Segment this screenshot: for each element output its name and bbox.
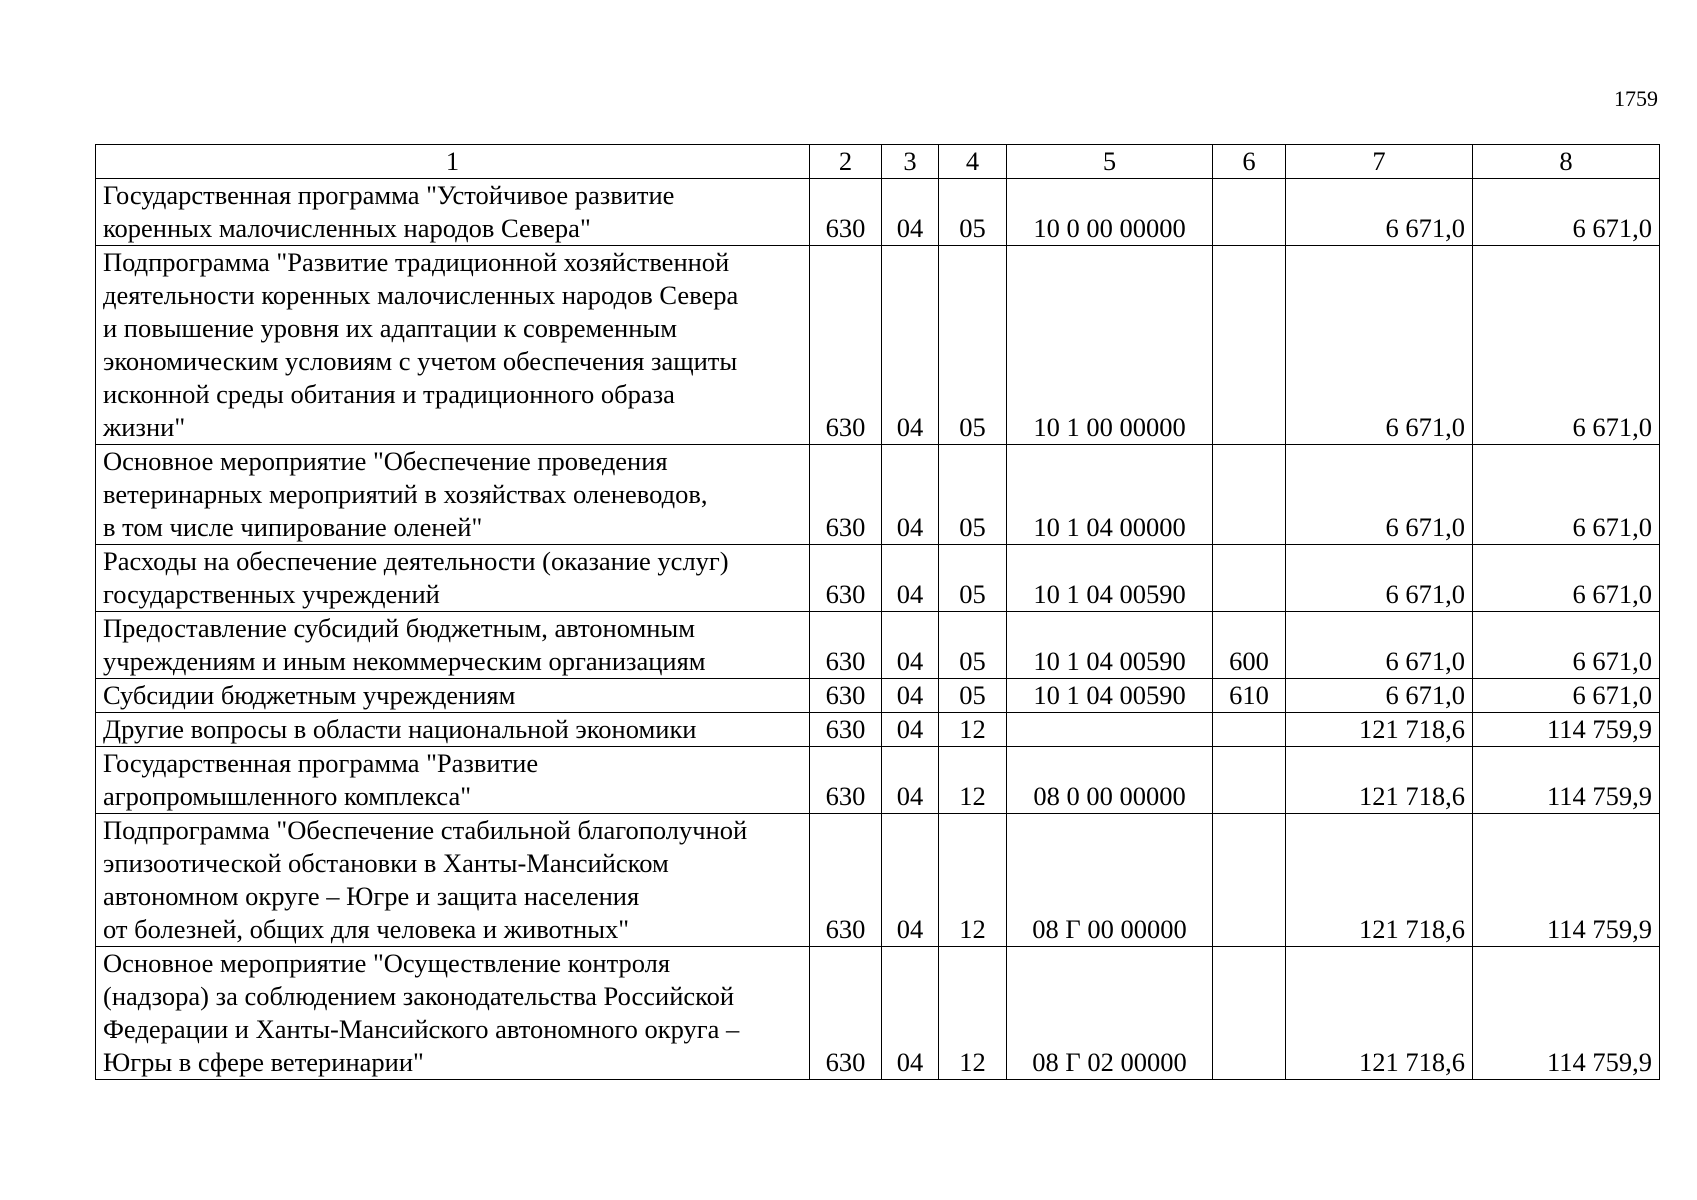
description-cell [96,445,810,545]
header-cell-6: 6 [1213,145,1286,179]
description-line: Югры в сфере ветеринарии" [103,1047,424,1077]
amount-year1-cell: 121 718,6 [1286,747,1473,814]
table-row [96,612,1660,679]
amount-year2-cell: 6 671,0 [1473,445,1660,545]
target-article-cell: 08 Г 02 00000 [1007,947,1213,1080]
table-row [96,179,1660,246]
description-line: деятельности коренных малочисленных народов Севера [103,280,739,310]
subsection-cell: 12 [939,814,1007,947]
subsection-cell: 12 [939,713,1007,747]
target-article-cell: 10 1 04 00590 [1007,612,1213,679]
description-cell [96,679,810,713]
budget-table [95,144,1660,1080]
description-cell [96,947,810,1080]
table-row [96,747,1660,814]
expense-type-cell [1213,947,1286,1080]
expense-type-cell [1213,545,1286,612]
amount-year2-cell: 6 671,0 [1473,246,1660,445]
target-article-cell: 10 1 04 00590 [1007,679,1213,713]
table-row [96,246,1660,445]
description-line: Основное мероприятие "Обеспечение проведения [103,446,668,476]
amount-year2-cell: 6 671,0 [1473,612,1660,679]
amount-year1-cell: 121 718,6 [1286,814,1473,947]
amount-year1-cell: 6 671,0 [1286,179,1473,246]
description-line: и повышение уровня их адаптации к современным [103,313,677,343]
section-cell: 04 [882,747,939,814]
description-line: Государственная программа "Развитие [103,748,539,778]
subsection-cell: 12 [939,947,1007,1080]
target-article-cell: 10 1 00 00000 [1007,246,1213,445]
amount-year1-cell: 6 671,0 [1286,445,1473,545]
description-line: Подпрограмма "Обеспечение стабильной благополучной [103,815,748,845]
expense-type-cell [1213,179,1286,246]
description-line: жизни" [103,412,186,442]
amount-year2-cell: 6 671,0 [1473,679,1660,713]
section-cell: 04 [882,713,939,747]
expense-type-cell [1213,814,1286,947]
description-cell [96,545,810,612]
target-article-cell: 10 0 00 00000 [1007,179,1213,246]
description-line: учреждениям и иным некоммерческим организациям [103,646,706,676]
description-line: агропромышленного комплекса" [103,781,472,811]
header-cell-5: 5 [1007,145,1213,179]
table-header-row [96,145,1660,179]
amount-year2-cell: 114 759,9 [1473,713,1660,747]
subsection-cell: 05 [939,545,1007,612]
section-cell: 04 [882,179,939,246]
expense-type-cell: 600 [1213,612,1286,679]
section-cell: 04 [882,947,939,1080]
expense-type-cell [1213,713,1286,747]
description-line: исконной среды обитания и традиционного образа [103,379,675,409]
subsection-cell: 05 [939,179,1007,246]
section-cell: 04 [882,679,939,713]
amount-year1-cell: 121 718,6 [1286,713,1473,747]
table-row [96,814,1660,947]
amount-year2-cell: 6 671,0 [1473,545,1660,612]
description-line: экономическим условиям с учетом обеспечения защиты [103,346,738,376]
amount-year2-cell: 6 671,0 [1473,179,1660,246]
admin-code-cell: 630 [810,545,882,612]
section-cell: 04 [882,612,939,679]
header-cell-2: 2 [810,145,882,179]
description-cell [96,747,810,814]
description-line: Основное мероприятие "Осуществление контроля [103,948,671,978]
expense-type-cell: 610 [1213,679,1286,713]
section-cell: 04 [882,445,939,545]
table-row [96,713,1660,747]
description-line: Субсидии бюджетным учреждениям [103,680,516,710]
target-article-cell: 10 1 04 00000 [1007,445,1213,545]
expense-type-cell [1213,445,1286,545]
table-row [96,679,1660,713]
table-row [96,545,1660,612]
description-line: Государственная программа "Устойчивое развитие [103,180,675,210]
header-cell-4: 4 [939,145,1007,179]
subsection-cell: 05 [939,679,1007,713]
header-cell-7: 7 [1286,145,1473,179]
target-article-cell: 08 0 00 00000 [1007,747,1213,814]
target-article-cell: 10 1 04 00590 [1007,545,1213,612]
description-cell [96,713,810,747]
description-line: ветеринарных мероприятий в хозяйствах оленеводов, [103,479,708,509]
admin-code-cell: 630 [810,947,882,1080]
admin-code-cell: 630 [810,713,882,747]
expense-type-cell [1213,747,1286,814]
target-article-cell: 08 Г 00 00000 [1007,814,1213,947]
subsection-cell: 05 [939,612,1007,679]
table-body [96,145,1660,1080]
amount-year1-cell: 6 671,0 [1286,612,1473,679]
header-cell-1: 1 [96,145,810,179]
subsection-cell: 12 [939,747,1007,814]
admin-code-cell: 630 [810,612,882,679]
admin-code-cell: 630 [810,747,882,814]
description-line: коренных малочисленных народов Севера" [103,213,591,243]
subsection-cell: 05 [939,246,1007,445]
description-line: эпизоотической обстановки в Ханты-Мансийском [103,848,669,878]
description-line: от болезней, общих для человека и животных" [103,914,630,944]
amount-year2-cell: 114 759,9 [1473,814,1660,947]
admin-code-cell: 630 [810,445,882,545]
description-cell [96,612,810,679]
description-line: Расходы на обеспечение деятельности (оказание услуг) [103,546,729,576]
header-cell-8: 8 [1473,145,1660,179]
admin-code-cell: 630 [810,814,882,947]
description-line: Подпрограмма "Развитие традиционной хозяйственной [103,247,730,277]
description-line: в том числе чипирование оленей" [103,512,483,542]
section-cell: 04 [882,545,939,612]
description-line: государственных учреждений [103,579,440,609]
section-cell: 04 [882,246,939,445]
description-cell [96,814,810,947]
page-number: 1759 [1614,86,1658,111]
description-line: Предоставление субсидий бюджетным, автономным [103,613,696,643]
table-row [96,445,1660,545]
description-line: (надзора) за соблюдением законодательства Российской [103,981,735,1011]
description-line: автономном округе – Югре и защита населения [103,881,640,911]
admin-code-cell: 630 [810,679,882,713]
subsection-cell: 05 [939,445,1007,545]
header-cell-3: 3 [882,145,939,179]
table-row [96,947,1660,1080]
expense-type-cell [1213,246,1286,445]
description-cell [96,246,810,445]
target-article-cell [1007,713,1213,747]
description-line: Федерации и Ханты-Мансийского автономного округа – [103,1014,740,1044]
admin-code-cell: 630 [810,246,882,445]
amount-year1-cell: 121 718,6 [1286,947,1473,1080]
amount-year1-cell: 6 671,0 [1286,679,1473,713]
admin-code-cell: 630 [810,179,882,246]
amount-year2-cell: 114 759,9 [1473,747,1660,814]
description-line: Другие вопросы в области национальной экономики [103,714,697,744]
amount-year1-cell: 6 671,0 [1286,246,1473,445]
description-cell [96,179,810,246]
section-cell: 04 [882,814,939,947]
amount-year2-cell: 114 759,9 [1473,947,1660,1080]
amount-year1-cell: 6 671,0 [1286,545,1473,612]
